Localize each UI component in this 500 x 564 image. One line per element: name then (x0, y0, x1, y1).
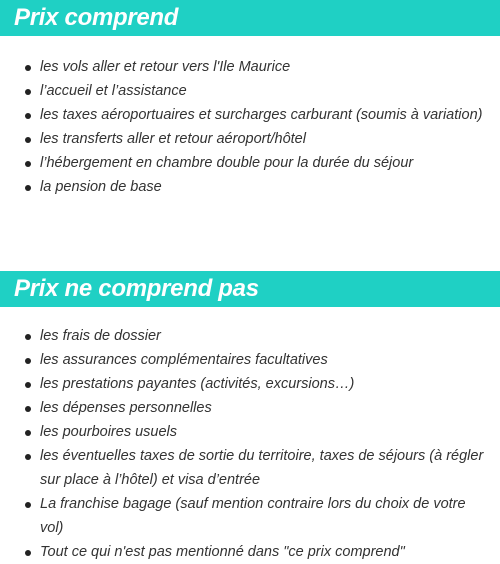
list-item (0, 103, 500, 127)
list-item-text: les taxes aéroportuaires et surcharges carburant (soumis à variation) (40, 107, 483, 123)
bullet-icon (25, 161, 31, 167)
included-list (0, 55, 500, 199)
list-item-text: l’accueil et l’assistance (40, 83, 187, 99)
list-item (0, 396, 500, 420)
list-item-text: Tout ce qui n'est pas mentionné dans "ce prix comprend" (40, 544, 405, 560)
bullet-icon (25, 550, 31, 556)
list-item-text: les pourboires usuels (40, 424, 178, 440)
list-item (0, 324, 500, 348)
list-item (0, 151, 500, 175)
bullet-icon (25, 185, 31, 191)
bullet-icon (25, 358, 31, 364)
excluded-section-header: Prix ne comprend pas (0, 271, 500, 307)
bullet-icon (25, 406, 31, 412)
bullet-icon (25, 89, 31, 95)
bullet-icon (25, 502, 31, 508)
bullet-icon (25, 137, 31, 143)
list-item-text: les assurances complémentaires facultatives (40, 352, 328, 368)
bullet-icon (25, 430, 31, 436)
list-item-text: La franchise bagage (sauf mention contraire lors du choix de votre vol) (40, 496, 466, 536)
list-item-text: les vols aller et retour vers l'Ile Maurice (40, 59, 291, 75)
list-item (0, 372, 500, 396)
list-item-text: les frais de dossier (40, 328, 161, 344)
list-item (0, 79, 500, 103)
excluded-list (0, 324, 500, 564)
list-item-text: l’hébergement en chambre double pour la durée du séjour (40, 155, 414, 171)
list-item-text: les éventuelles taxes de sortie du territoire, taxes de séjours (à régler sur place à l’hôtel) et visa d’entrée (40, 448, 484, 488)
list-item-text: les transferts aller et retour aéroport/hôtel (40, 131, 306, 147)
list-item-text: les dépenses personnelles (40, 400, 212, 416)
list-item (0, 348, 500, 372)
bullet-icon (25, 382, 31, 388)
list-item-text: la pension de base (40, 179, 162, 195)
list-item (0, 492, 500, 540)
list-item (0, 127, 500, 151)
list-item-text: les prestations payantes (activités, excursions…) (40, 376, 355, 392)
bullet-icon (25, 454, 31, 460)
bullet-icon (25, 65, 31, 71)
included-section-header: Prix comprend (0, 0, 500, 36)
list-item (0, 420, 500, 444)
list-item (0, 55, 500, 79)
list-item (0, 175, 500, 199)
list-item (0, 540, 500, 564)
bullet-icon (25, 334, 31, 340)
bullet-icon (25, 113, 31, 119)
list-item (0, 444, 500, 492)
